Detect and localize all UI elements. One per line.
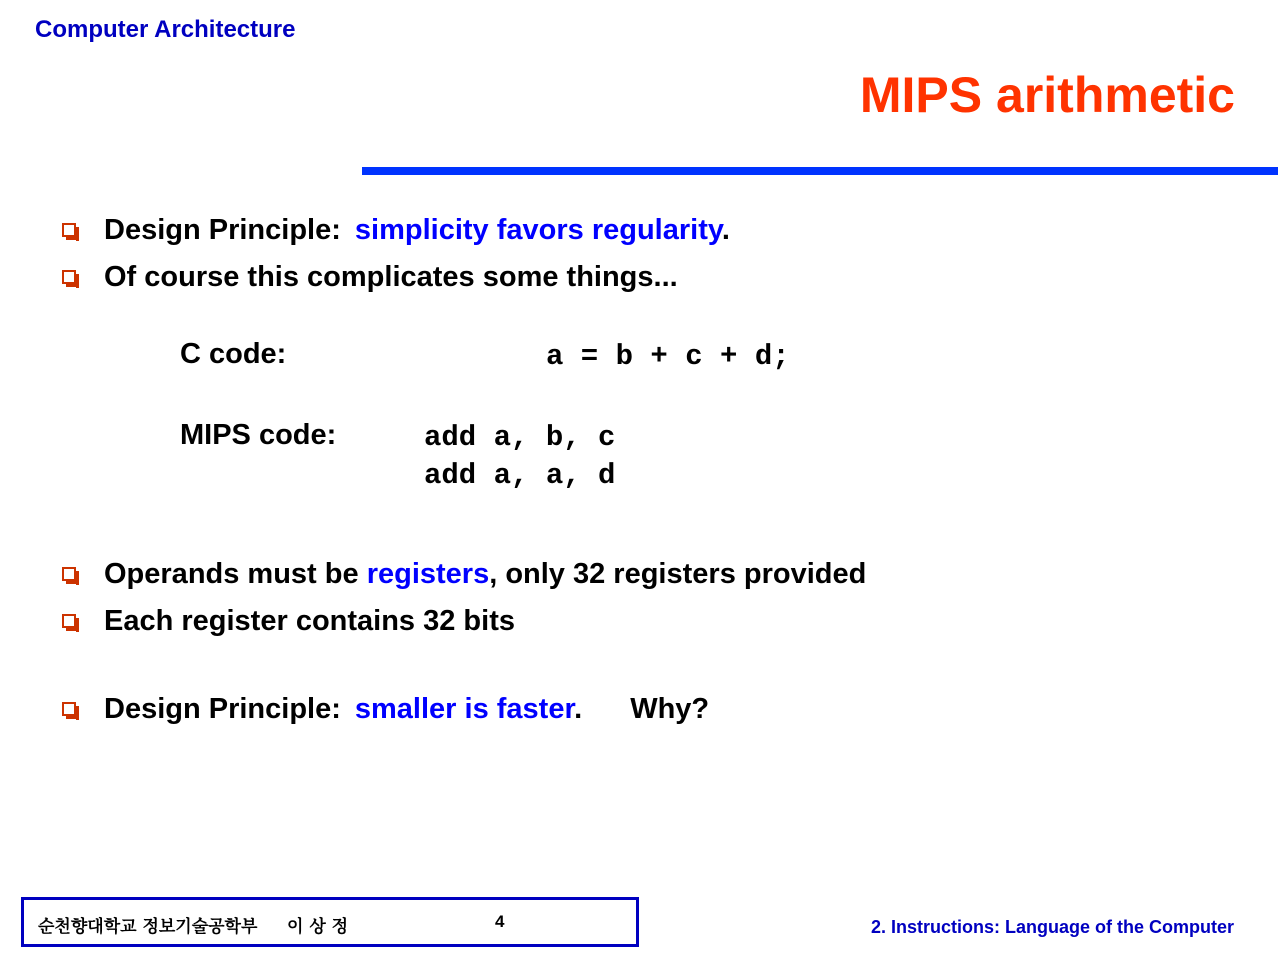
bullet-post: , only 32 registers provided: [489, 558, 867, 590]
bullet-tail: .: [574, 693, 583, 725]
bullet-lead: Design Principle:: [104, 693, 341, 725]
page-number: 4: [495, 912, 505, 931]
footer-chapter: 2. Instructions: Language of the Computer: [870, 917, 1234, 937]
title-underline: [362, 167, 1278, 175]
square-bullet-icon: [62, 223, 76, 237]
footer-box: [21, 897, 639, 947]
c-code-label: C code:: [180, 338, 287, 370]
bullet-lead: Design Principle:: [104, 214, 341, 246]
bullet-tail: .: [721, 214, 730, 246]
bullet-pre: Operands must be: [104, 558, 359, 590]
mips-code-line: add a, a, d: [424, 459, 616, 492]
bullet-text: Each register contains 32 bits: [104, 605, 515, 637]
course-header: Computer Architecture: [35, 16, 296, 43]
slide-title: MIPS arithmetic: [859, 67, 1235, 123]
square-bullet-icon: [62, 567, 76, 581]
square-bullet-icon: [62, 270, 76, 284]
c-code-statement: a = b + c + d;: [546, 340, 790, 373]
bullet-highlight: registers: [366, 558, 490, 590]
mips-code-label: MIPS code:: [180, 419, 337, 451]
bullet-question: Why?: [630, 693, 710, 725]
square-bullet-icon: [62, 614, 76, 628]
mips-code-line: add a, b, c: [424, 421, 616, 454]
square-bullet-icon: [62, 702, 76, 716]
bullet-highlight: simplicity favors regularity: [354, 214, 722, 246]
footer-school: 순천향대학교 정보기술공학부 이 상 정: [38, 917, 349, 937]
bullet-highlight: smaller is faster: [354, 693, 575, 725]
bullet-text: Of course this complicates some things...: [104, 261, 678, 293]
